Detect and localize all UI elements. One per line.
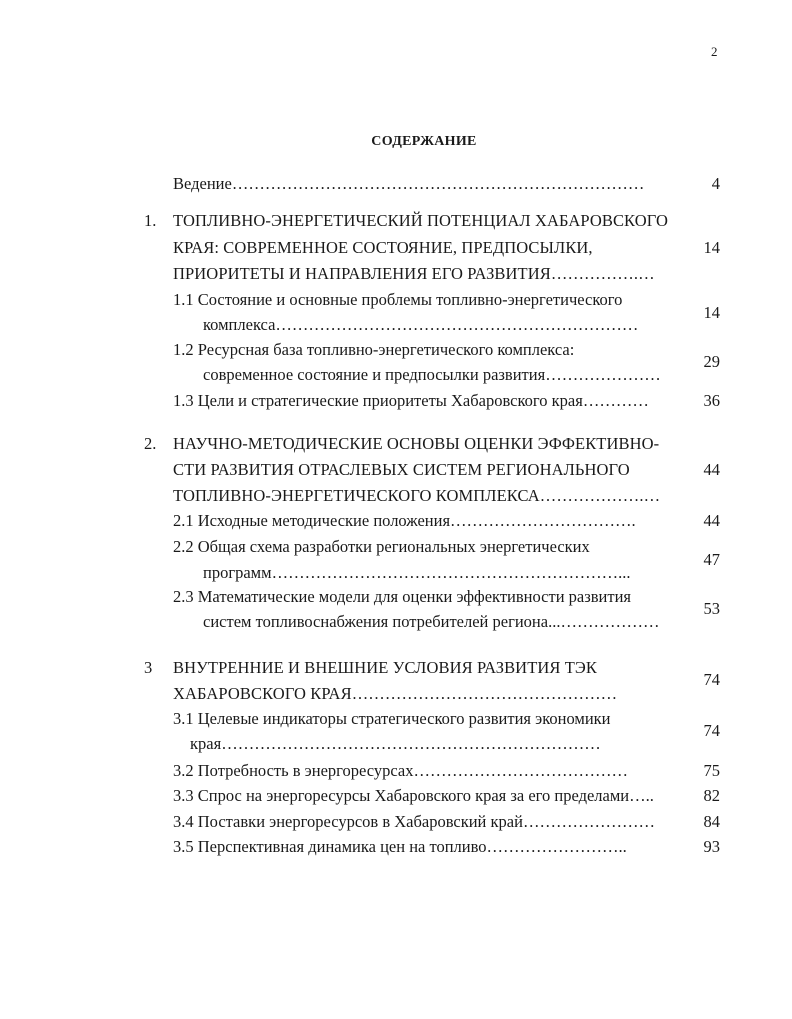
- subsection-line: 3.3 Спрос на энергоресурсы Хабаровского края за его пределами: [173, 786, 630, 805]
- toc-leader: …..: [629, 786, 654, 805]
- section-title-line: ХАБАРОВСКОГО КРАЯ: [173, 684, 352, 703]
- toc-page: 47: [703, 550, 720, 569]
- toc-page: 29: [703, 352, 720, 371]
- toc-leader: …………………………………………………………………: [231, 174, 645, 193]
- subsection-line: современное состояние и предпосылки развития: [203, 365, 546, 384]
- section-title-line: ТОПЛИВНО-ЭНЕРГЕТИЧЕСКИЙ ПОТЕНЦИАЛ ХАБАРОВСКОГО: [173, 211, 669, 230]
- subsection-line: 1.3 Цели и стратегические приоритеты Хабаровского края: [173, 391, 583, 410]
- section-title-line: ТОПЛИВНО-ЭНЕРГЕТИЧЕСКОГО КОМПЛЕКСА: [173, 486, 540, 505]
- section-number: 3: [144, 658, 153, 677]
- toc-label: Ведение: [173, 174, 232, 193]
- toc-leader: …………………………………: [413, 761, 628, 780]
- section-number: 2.: [144, 434, 157, 453]
- toc-leader: ……………….…: [539, 486, 661, 505]
- subsection-line: программ: [203, 563, 272, 582]
- subsection-line: 3.1 Целевые индикаторы стратегического развития экономики: [173, 709, 611, 728]
- toc-page: 93: [703, 837, 720, 856]
- subsection-line: 1.2 Ресурсная база топливно-энергетического комплекса:: [173, 340, 575, 359]
- subsection-line: 3.4 Поставки энергоресурсов в Хабаровский край: [173, 812, 523, 831]
- toc-leader: ...………………: [548, 612, 660, 631]
- section-title-line: ВНУТРЕННИЕ И ВНЕШНИЕ УСЛОВИЯ РАЗВИТИЯ ТЭК: [173, 658, 598, 677]
- toc-leader: ……………………………………………………………: [221, 734, 601, 753]
- toc-leader: ……………………: [522, 812, 655, 831]
- toc-page: 74: [703, 721, 720, 740]
- toc-page: 75: [703, 761, 720, 780]
- subsection-line: 2.1 Исходные методические положения: [173, 511, 451, 530]
- toc-page: 74: [703, 670, 720, 689]
- toc-leader: ……………………..: [486, 837, 627, 856]
- toc-leader: …………….…: [550, 264, 655, 283]
- toc-page: 84: [703, 812, 720, 831]
- subsection-line: 2.3 Математические модели для оценки эффективности развития: [173, 587, 631, 606]
- toc-page: 4: [711, 174, 720, 193]
- subsection-line: 2.2 Общая схема разработки региональных энергетических: [173, 537, 590, 556]
- toc-leader: …………………………………………: [351, 684, 618, 703]
- toc-leader: …………………: [545, 365, 661, 384]
- toc-page: 44: [703, 511, 720, 530]
- toc-page: 14: [703, 238, 720, 257]
- section-title-line: СТИ РАЗВИТИЯ ОТРАСЛЕВЫХ СИСТЕМ РЕГИОНАЛЬНОГО: [173, 460, 630, 479]
- subsection-line: 3.5 Перспективная динамика цен на топливо: [173, 837, 487, 856]
- page-number: 2: [711, 44, 718, 59]
- section-title-line: ПРИОРИТЕТЫ И НАПРАВЛЕНИЯ ЕГО РАЗВИТИЯ: [173, 264, 551, 283]
- subsection-line: систем топливоснабжения потребителей региона: [203, 612, 549, 631]
- section-title-line: КРАЯ: СОВРЕМЕННОЕ СОСТОЯНИЕ, ПРЕДПОСЫЛКИ,: [173, 238, 593, 257]
- toc-leader: …………………………….: [450, 511, 636, 530]
- subsection-line: 1.1 Состояние и основные проблемы топливно-энергетического: [173, 290, 623, 309]
- subsection-line: 3.2 Потребность в энергоресурсах: [173, 761, 414, 780]
- subsection-line: комплекса: [203, 315, 276, 334]
- section-title-line: НАУЧНО-МЕТОДИЧЕСКИЕ ОСНОВЫ ОЦЕНКИ ЭФФЕКТИВНО-: [173, 434, 660, 453]
- toc-page: 36: [703, 391, 720, 410]
- page-title: СОДЕРЖАНИЕ: [371, 134, 477, 149]
- toc-leader: …………………………………………………………: [275, 315, 639, 334]
- section-number: 1.: [144, 211, 157, 230]
- toc-page: 44: [703, 460, 720, 479]
- subsection-line: края: [190, 734, 222, 753]
- toc-page: 53: [703, 599, 720, 618]
- toc-leader: ………………………………………………………...: [271, 563, 631, 582]
- toc-page: 82: [703, 786, 720, 805]
- toc-page: 14: [703, 303, 720, 322]
- toc-leader: …………: [582, 391, 649, 410]
